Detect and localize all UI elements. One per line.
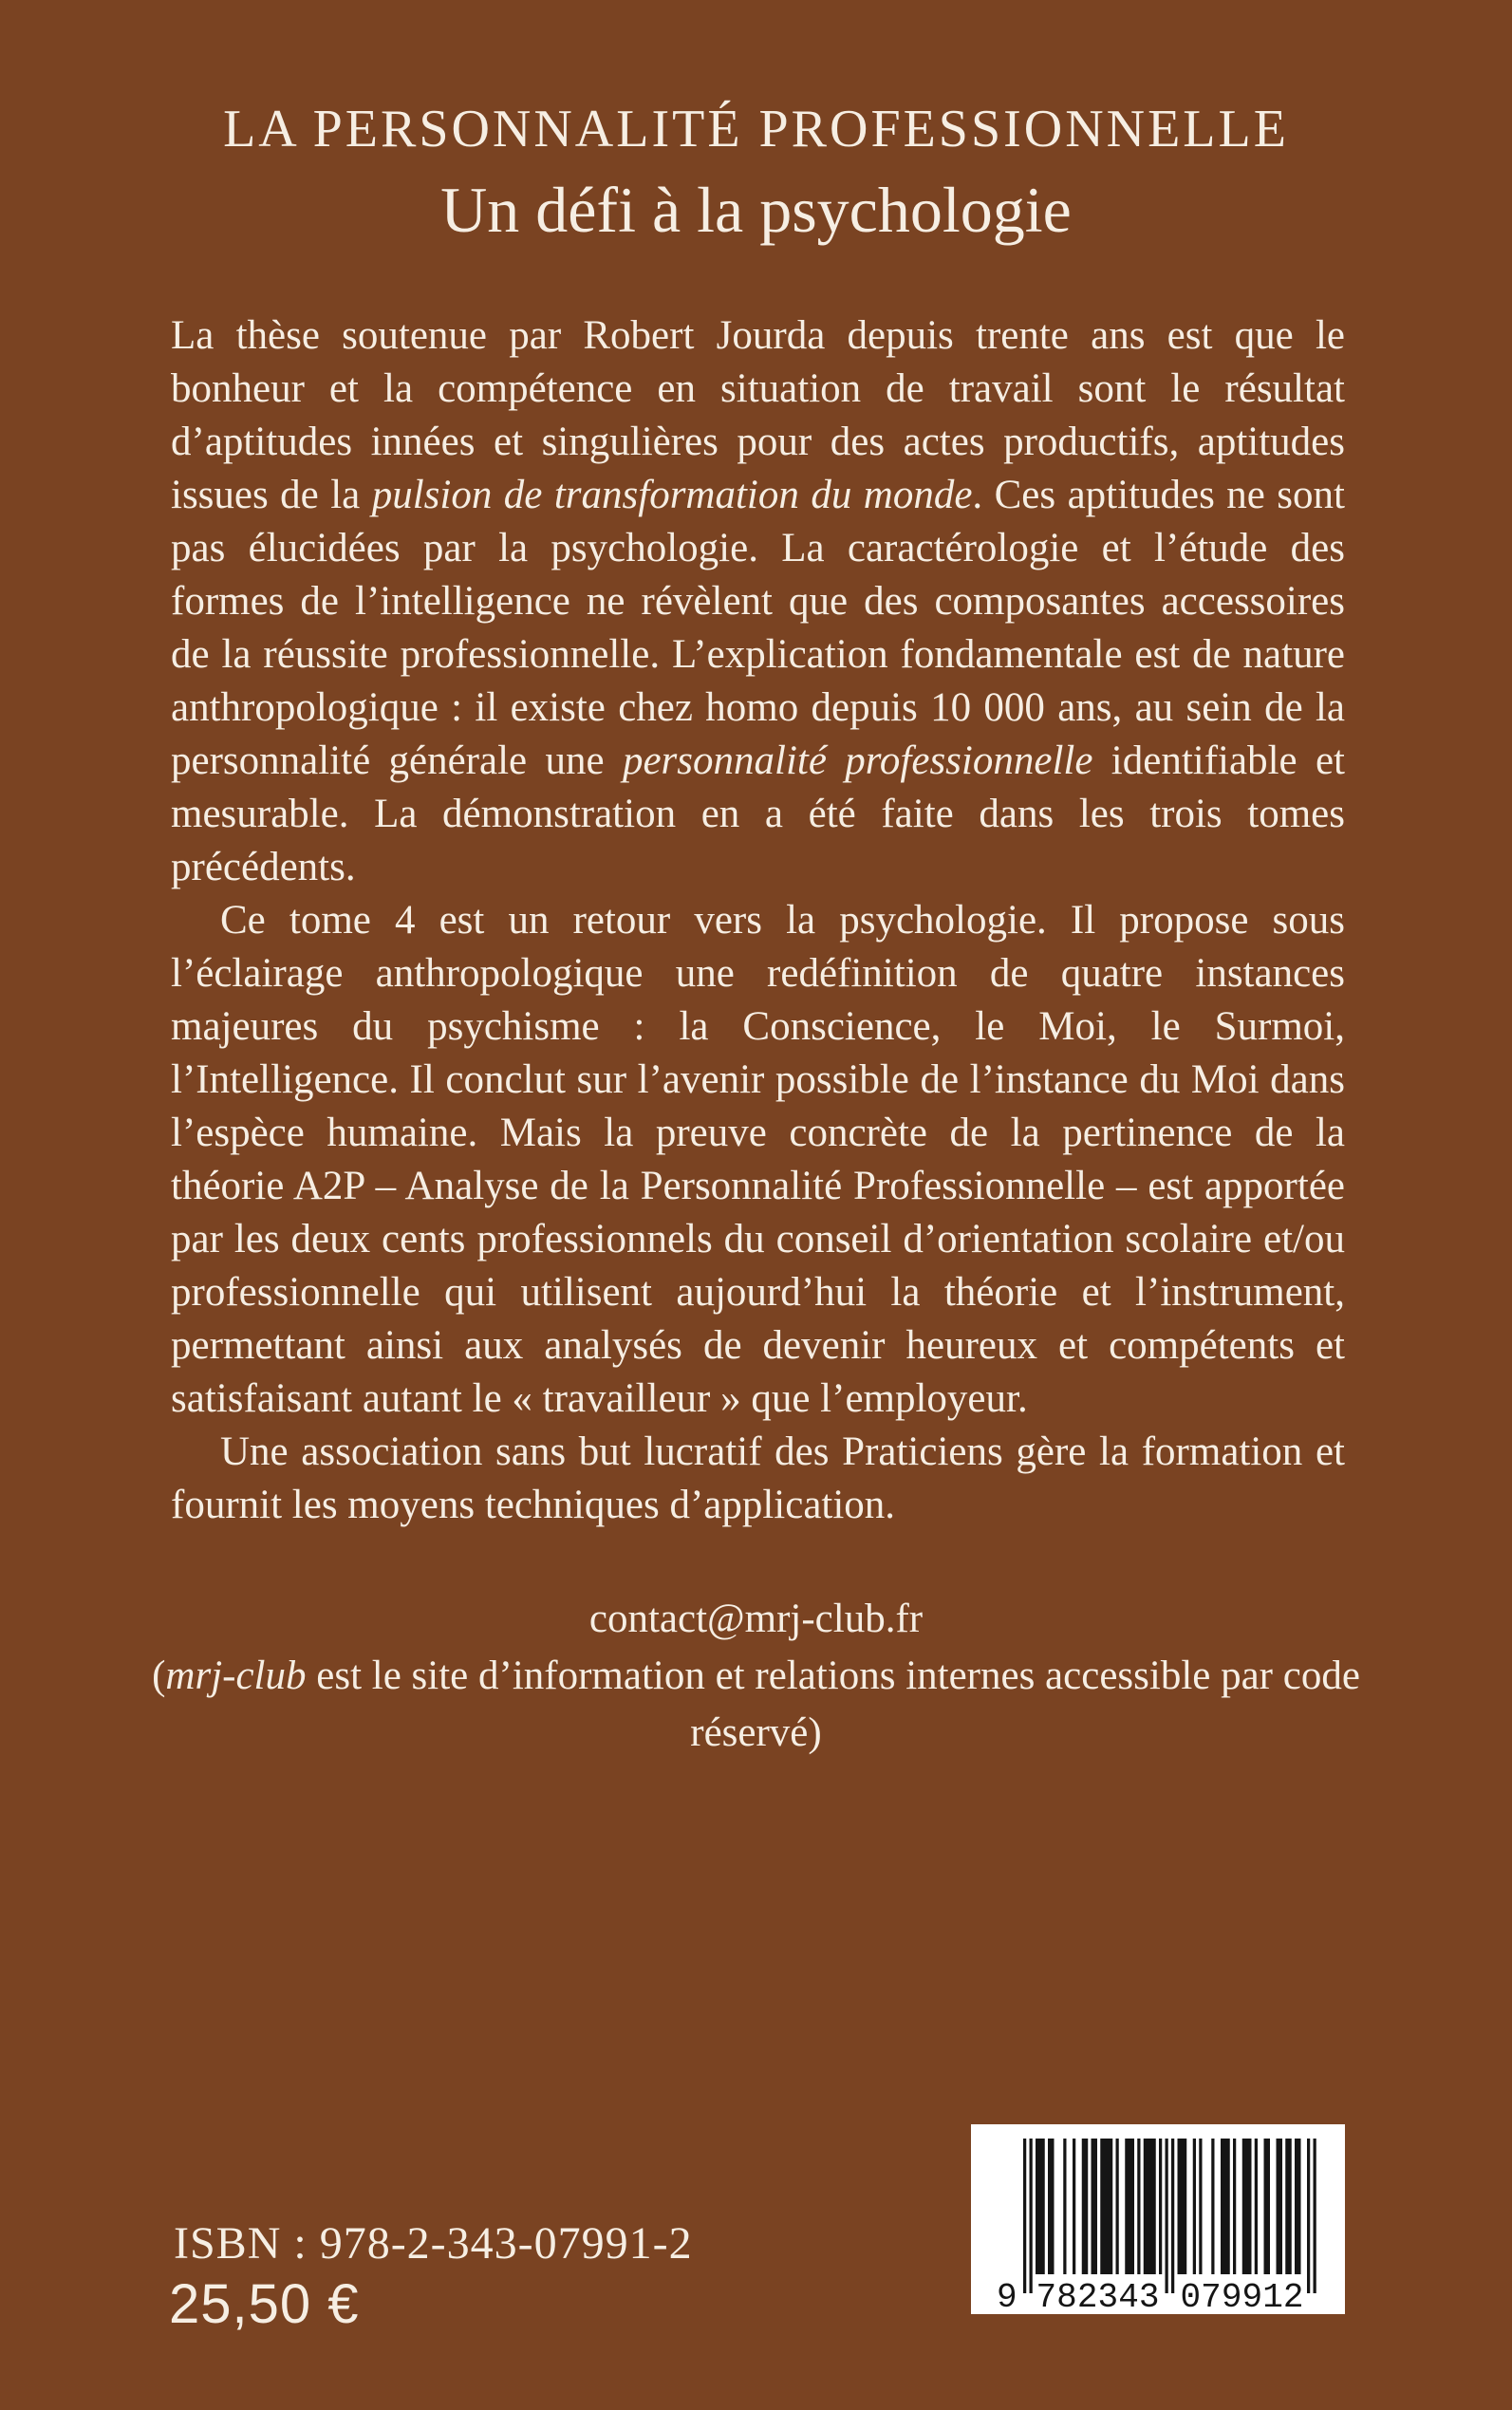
contact-email: contact@mrj-club.fr	[588, 1597, 924, 1641]
isbn-text: ISBN : 978-2-343-07991-2	[174, 2218, 693, 2269]
synopsis-paragraph: Ce tome 4 est un retour vers la psychologie. Il propose sous l’éclairage anthropologique une redéfinition de quatre instances majeures du psychisme : la Conscience, le Moi, le Surmoi, l’Intelligence. Il conclut sur l’avenir possible de l’instance du Moi dans l’espèce humaine. Mais la preuve concrète de la pertinence de la théorie A2P – Analyse de la Personnalité Professionnelle – est apportée par les deux cents professionnels du conseil d’orientation scolaire et/ou professionnelle qui utilisent aujourd’hui la théorie et l’instrument, permettant ainsi aux analysés de devenir heureux et compétents et satisfaisant autant le « travailleur » que l’employeur.	[171, 898, 1345, 1421]
title-block	[0, 99, 1512, 246]
synopsis-paragraph: La thèse soutenue par Robert Jourda depuis trente ans est que le bonheur et la compétence en situation de travail sont le résultat d’aptitudes innées et singulières pour des actes productifs, aptitudes issues de la pulsion de transformation du monde. Ces aptitudes ne sont pas élucidées par la psychologie. La caractérologie et l’étude des formes de l’intelligence ne révèlent que des composantes accessoires de la réussite professionnelle. L’explication fondamentale est de nature anthropologique : il existe chez homo depuis 10 000 ans, au sein de la personnalité générale une personnalité professionnelle identifiable et mesurable. La démonstration en a été faite dans les trois tomes précédents.	[171, 313, 1346, 889]
barcode-image	[971, 2124, 1345, 2314]
svg-text:782343: 782343	[1036, 2278, 1160, 2314]
contact-note: (mrj-club est le site d’information et relations internes accessible par code réservé)	[152, 1653, 1360, 1755]
price-text: 25,50 €	[169, 2273, 360, 2335]
svg-text:079912: 079912	[1180, 2278, 1304, 2314]
book-title: LA PERSONNALITÉ PROFESSIONNELLE	[223, 100, 1289, 159]
synopsis-paragraph: Une association sans but lucratif des Praticiens gère la formation et fournit les moyens techniques d’application.	[171, 1429, 1345, 1527]
svg-text:9: 9	[997, 2278, 1017, 2314]
contact-block	[85, 1591, 1427, 1762]
book-subtitle: Un défi à la psychologie	[440, 174, 1072, 247]
synopsis	[171, 309, 1345, 1532]
ean13-barcode	[971, 2124, 1345, 2314]
